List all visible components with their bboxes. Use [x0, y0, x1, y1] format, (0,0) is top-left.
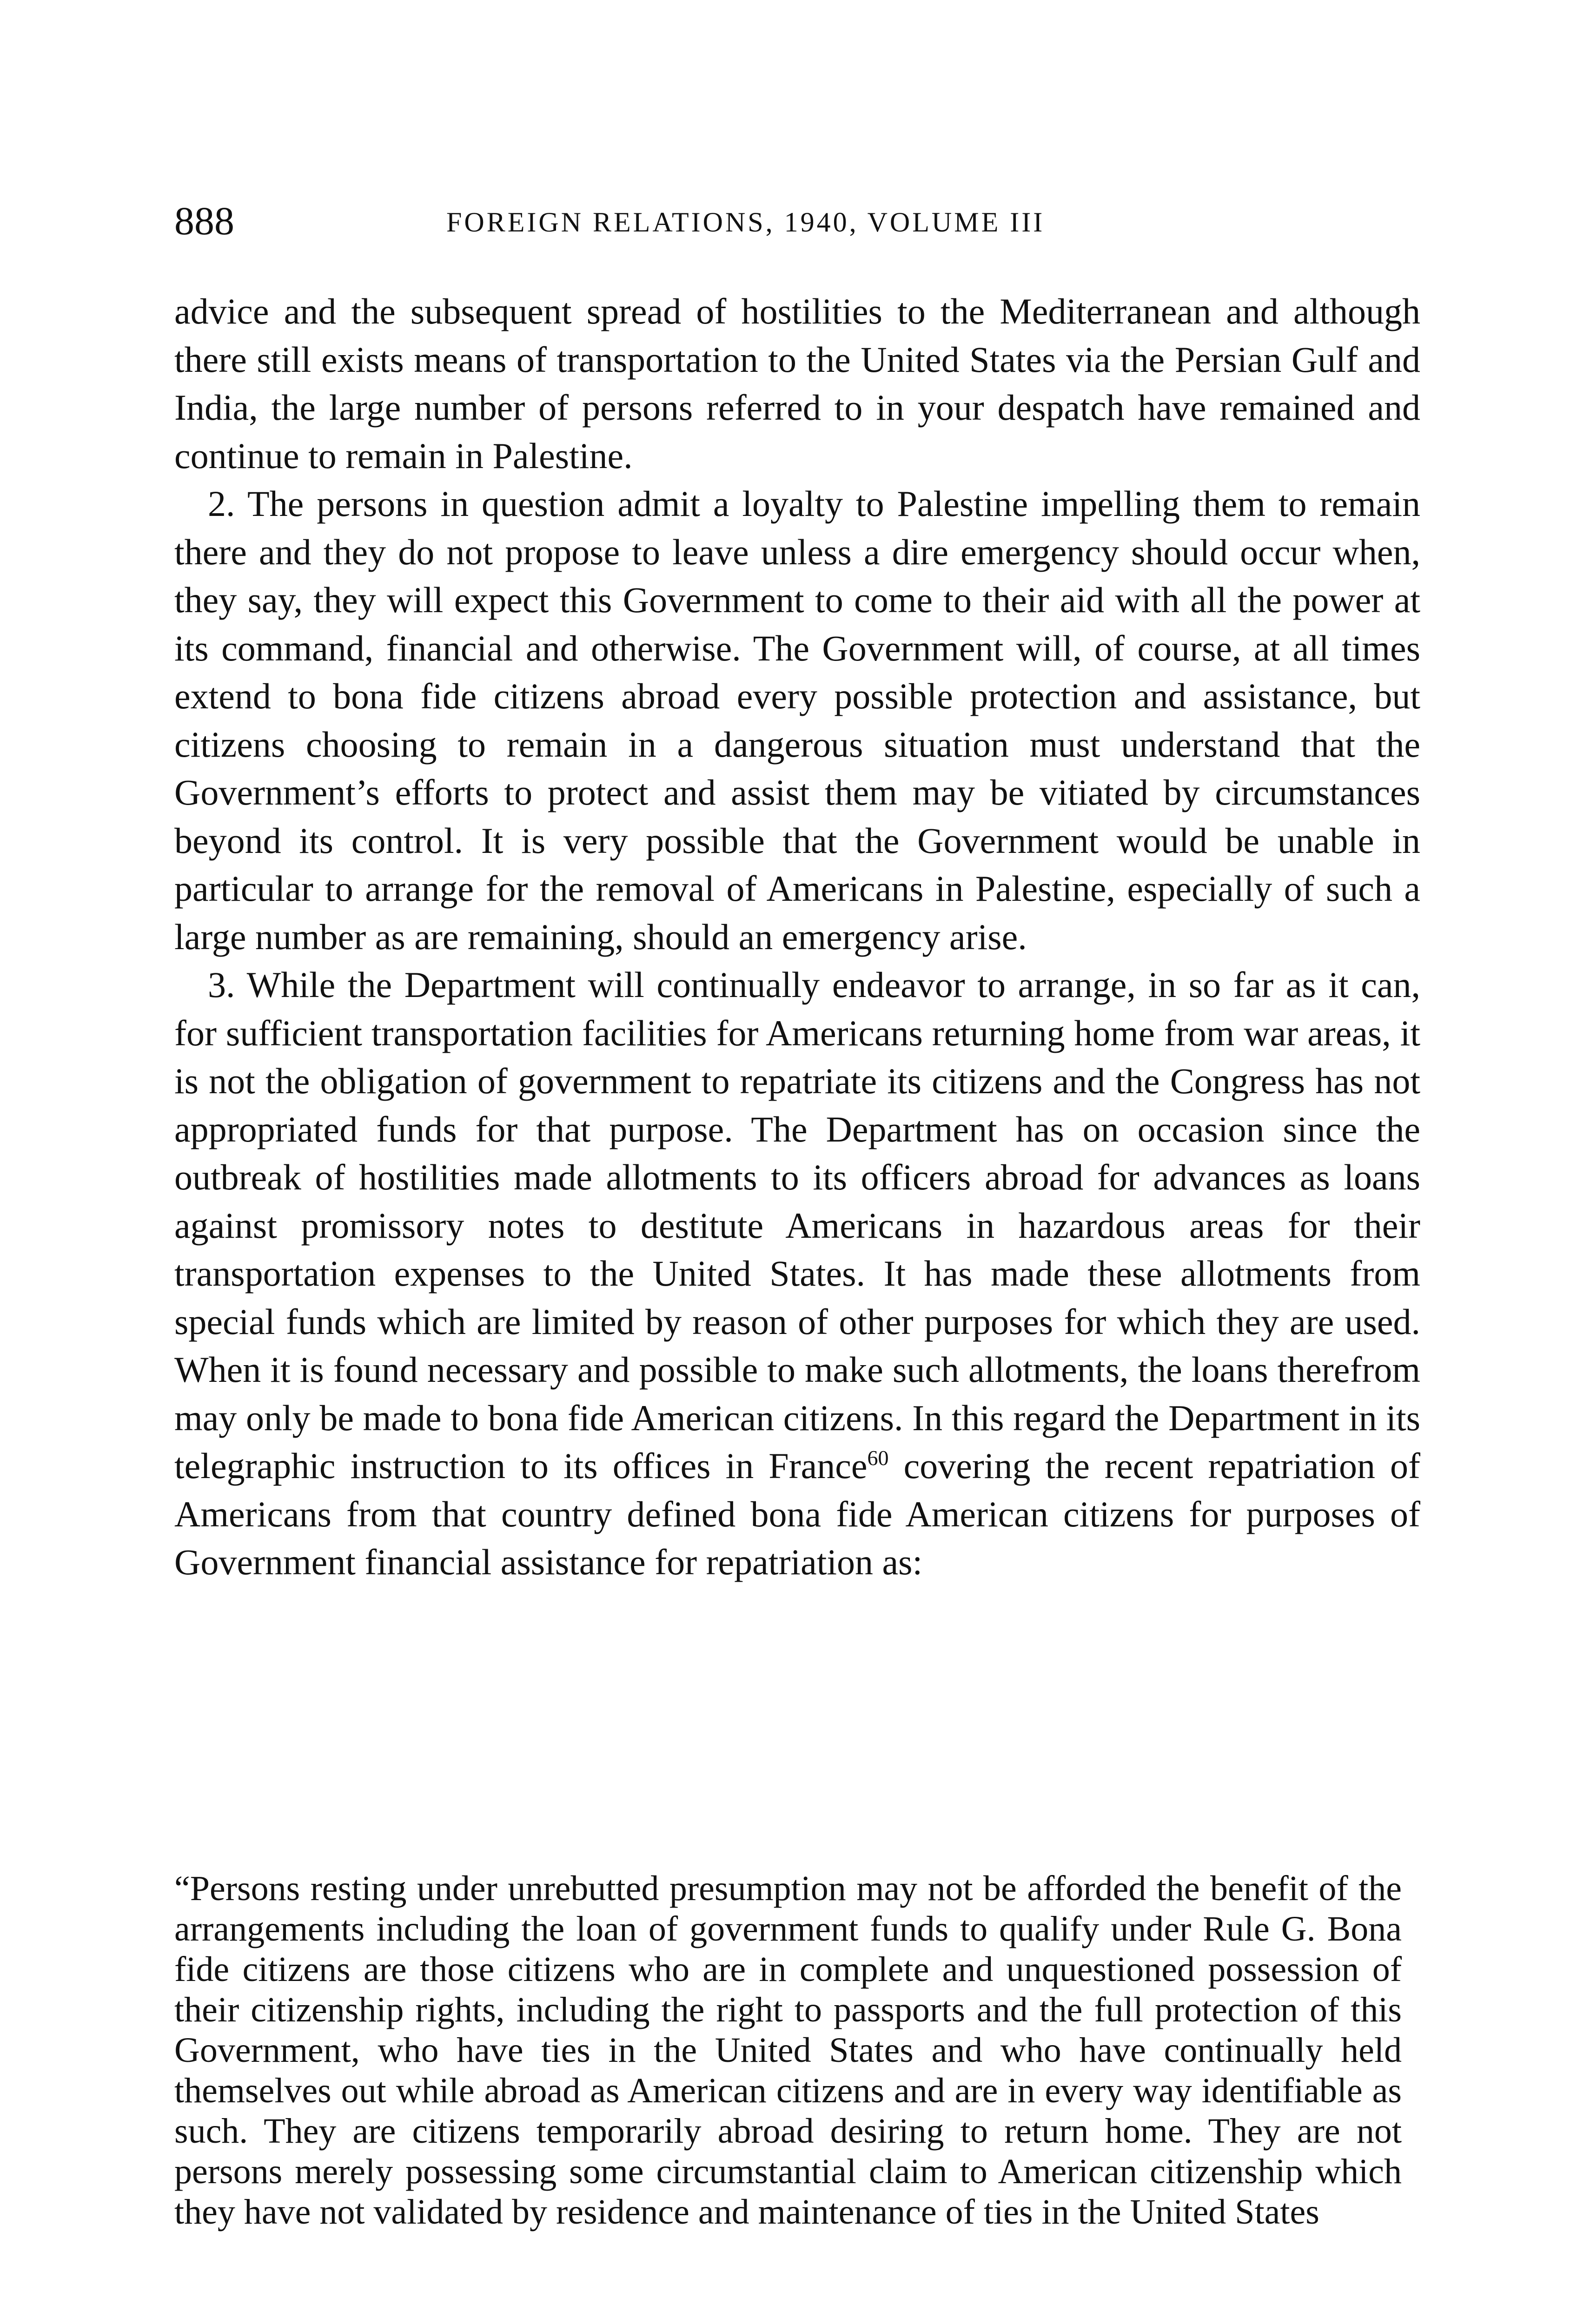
page-number: 888 [174, 198, 234, 243]
running-title: FOREIGN RELATIONS, 1940, VOLUME III [446, 207, 1045, 238]
paragraph-3 [174, 961, 1420, 1586]
paragraph-3-text-before-ref: 3. While the Department will continually endeavor to arrange, in so far as it can, for sufficient transportation facilities for Americans returning home from war areas, it is not the obligation of government to repatriate its citizens and the Congress has not appropriated funds for that purpose. The Department has on occasion since the outbreak of hostilities made allotments to its officers abroad for advances as loans against promissory notes to destitute Americans in hazardous areas for their transportation expenses to the United States. It has made these allotments from special funds which are limited by reason of other purposes for which they are used. When it is found necessary and possible to make such allotments, the loans therefrom may only be made to bona fide American citizens. In this regard the Department in its telegraphic instruction to its offices in France [174, 964, 1420, 1486]
paragraph-3-text-after-ref: covering the recent repatriation of Americans from that country defined bona fide American citizens for purposes of Government financial assistance for repatriation as: [174, 1446, 1420, 1582]
paragraph-2: 2. The persons in question admit a loyalty to Palestine impelling them to remain there and they do not propose to leave unless a dire emergency should occur when, they say, they will expect this Government to come to their aid with all the power at its command, financial and otherwise. The Government will, of course, at all times extend to bona fide citizens abroad every possible protection and assistance, but citizens choosing to remain in a dangerous situation must understand that the Government’s efforts to protect and assist them may be vitiated by circumstances beyond its control. It is very possible that the Government would be unable in particular to arrange for the removal of Americans in Palestine, especially of such a large number as are remaining, should an emergency arise. [174, 483, 1420, 957]
body-text [174, 287, 1420, 1586]
paragraph-continuation: advice and the subsequent spread of hostilities to the Mediterranean and although there still exists means of transportation to the United States via the Persian Gulf and India, the large number of persons referred to in your despatch have remained and continue to remain in Palestine. [174, 291, 1420, 476]
block-quote-text: “Persons resting under unrebutted presumption may not be afforded the benefit of the arrangements including the loan of government funds to qualify under Rule G. Bona fide citizens are those citizens who are in complete and unquestioned possession of their citizenship rights, including the right to passports and the full protection of this Government, who have ties in the United States and who have continually held themselves out while abroad as American citizens and are in every way identifiable as such. They are citizens temporarily abroad desiring to return home. They are not persons merely possessing some circumstantial claim to American citizenship which they have not validated by residence and maintenance of ties in the United States [174, 1869, 1402, 2232]
footnote-reference[interactable]: 60 [867, 1446, 889, 1470]
block-quote [174, 1868, 1402, 2232]
page-header [174, 195, 1420, 246]
